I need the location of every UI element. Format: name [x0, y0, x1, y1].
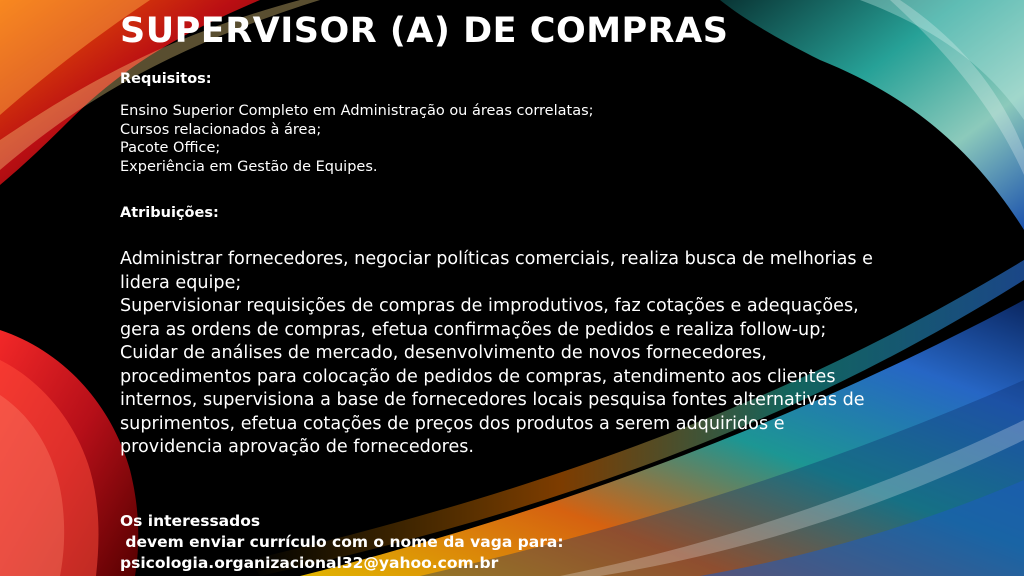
contact-line-2: devem enviar currículo com o nome da vaga para: — [120, 533, 564, 551]
page-title: SUPERVISOR (A) DE COMPRAS — [120, 11, 729, 51]
requisitos-heading: Requisitos: — [120, 71, 212, 87]
atribuicoes-list — [120, 248, 880, 460]
atribuicoes-heading: Atribuições: — [120, 205, 219, 221]
list-item: Pacote Office; — [120, 140, 221, 156]
list-item: Administrar fornecedores, negociar políticas comerciais, realiza busca de melhorias e lidera equipe; — [120, 249, 873, 293]
list-item: Experiência em Gestão de Equipes. — [120, 158, 378, 175]
list-item: Cuidar de análises de mercado, desenvolvimento de novos fornecedores, procedimentos para colocação de pedidos de compras, atendimento aos clientes internos, supervisiona a base de fornecedores locais pesquisa fontes alternativas de suprimentos, efetua cotações de preços dos produtos a serem adquiridos e providencia aprovação de fornecedores. — [120, 343, 865, 457]
contact-block — [120, 511, 564, 574]
list-item: Ensino Superior Completo em Administração ou áreas correlatas; — [120, 103, 594, 119]
contact-line-1: Os interessados — [120, 512, 261, 530]
requisitos-list — [120, 102, 594, 176]
list-item: Cursos relacionados à área; — [120, 121, 322, 138]
list-item: Supervisionar requisições de compras de improdutivos, faz cotações e adequações, gera as ordens de compras, efetua confirmações de pedidos e realiza follow-up; — [120, 296, 859, 340]
contact-email[interactable]: psicologia.organizacional32@yahoo.com.br — [120, 554, 499, 572]
